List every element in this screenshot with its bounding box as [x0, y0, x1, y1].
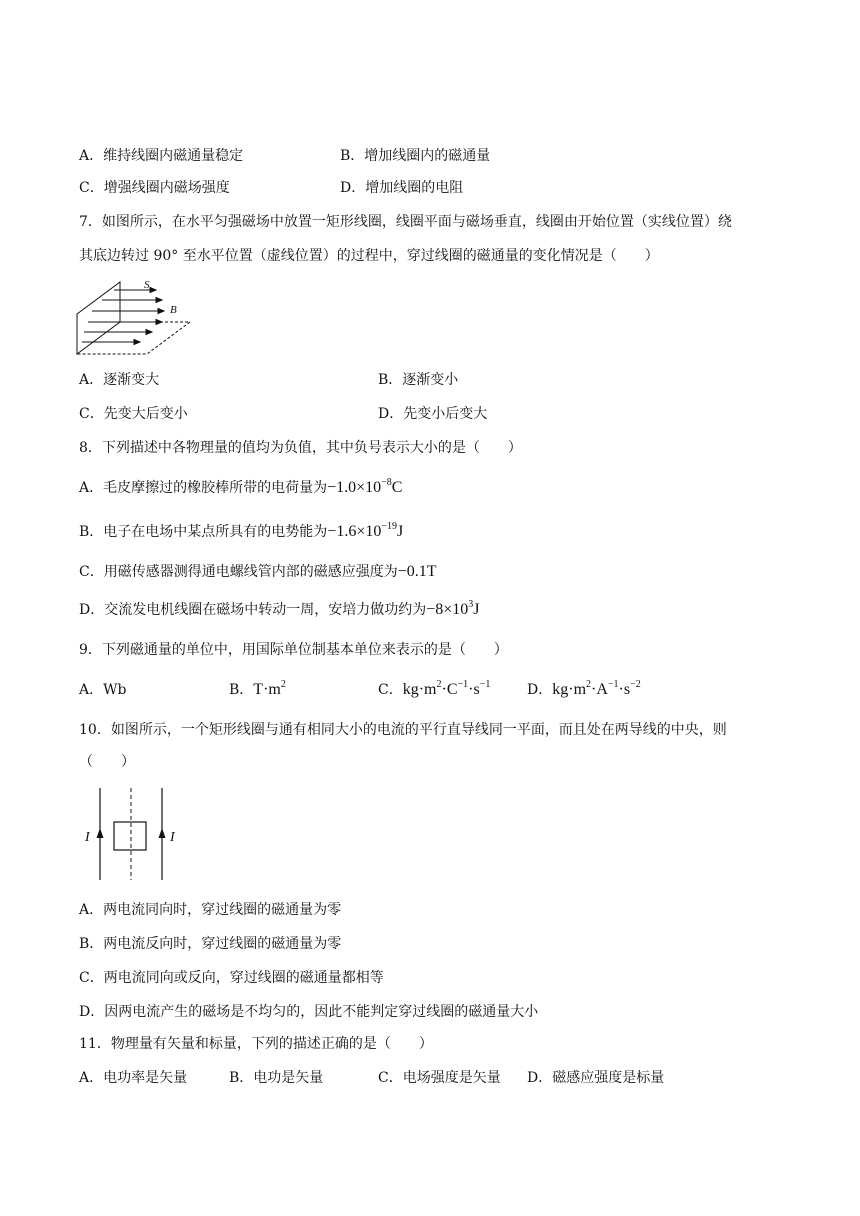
q7-stem-line2: 其底边转过 90° 至水平位置（虚线位置）的过程中，穿过线圈的磁通量的变化情况是（ ）	[79, 248, 659, 264]
q11-option-b: B．电功是矢量	[229, 1070, 324, 1086]
q8-option-c	[79, 562, 437, 582]
q8-option-a-value: −1.0×10	[327, 479, 382, 496]
q10-wires-figure	[82, 786, 188, 882]
q8-option-a-unit: C	[391, 479, 403, 496]
q9-stem: 9．下列磁通量的单位中，用国际单位制基本单位来表示的是（ ）	[79, 642, 508, 658]
q9-option-d-label: D．	[527, 682, 553, 698]
q6-option-d: D．增加线圈的电阻	[340, 180, 464, 196]
q8-option-c-value: −0.1T	[397, 563, 437, 580]
q10-label-i-left: I	[85, 830, 90, 845]
q9-option-c-unit-2: ·C	[441, 681, 458, 698]
q11-stem: 11．物理量有矢量和标量，下列的描述正确的是（ ）	[79, 1036, 433, 1052]
q9-option-c-unit-1: kg·m	[402, 681, 437, 698]
q9-option-a: A．Wb	[79, 682, 127, 698]
q9-option-d-exponent-1: 2	[586, 679, 592, 690]
q8-option-b-exponent: −19	[381, 521, 397, 532]
q8-option-d-exponent: 3	[468, 599, 474, 610]
q9-option-c-label: C．	[378, 682, 403, 698]
q7-option-c: C．先变大后变小	[79, 406, 188, 422]
q10-option-b: B．两电流反向时，穿过线圈的磁通量为零	[79, 936, 342, 952]
q9-option-b-unit: T·m	[253, 681, 281, 698]
q10-option-a: A．两电流同向时，穿过线圈的磁通量为零	[79, 902, 342, 918]
q7-coil-figure	[72, 276, 212, 358]
q8-option-a-text: A．毛皮摩擦过的橡胶棒所带的电荷量为	[79, 480, 328, 496]
q8-option-b-text: B．电子在电场中某点所具有的电势能为	[79, 524, 328, 540]
q9-option-b-label: B．	[229, 682, 254, 698]
q9-option-d	[527, 680, 641, 700]
q7-option-b: B．逐渐变小	[378, 372, 459, 388]
q8-stem: 8．下列描述中各物理量的值均为负值，其中负号表示大小的是（ ）	[79, 440, 522, 456]
q6-option-a: A．维持线圈内磁通量稳定	[79, 148, 244, 164]
q6-option-c: C．增强线圈内磁场强度	[79, 180, 230, 196]
q8-option-a-exponent: −8	[381, 477, 392, 488]
q10-option-c: C．两电流同向或反向，穿过线圈的磁通量都相等	[79, 970, 384, 986]
q8-option-b	[79, 522, 403, 542]
q6-option-b: B．增加线圈内的磁通量	[340, 148, 491, 164]
q10-stem-line1: 10．如图所示，一个矩形线圈与通有相同大小的电流的平行直导线同一平面，而且处在两导线的中央，则	[79, 722, 727, 738]
q9-option-d-exponent-3: −2	[630, 679, 641, 690]
q8-option-c-text: C．用磁传感器测得通电螺线管内部的磁感应强度为	[79, 564, 398, 580]
q9-option-d-unit-2: ·A	[591, 681, 608, 698]
q9-option-b-exponent: 2	[280, 679, 286, 690]
q8-option-b-value: −1.6×10	[327, 523, 382, 540]
q8-option-d-unit: J	[473, 601, 480, 618]
q7-label-s: S	[144, 279, 150, 291]
q9-option-d-exponent-2: −1	[607, 679, 619, 690]
q9-option-d-unit-3: ·s	[618, 681, 631, 698]
q8-option-a	[79, 478, 402, 498]
q11-option-d: D．磁感应强度是标量	[527, 1070, 665, 1086]
q9-option-c	[378, 680, 490, 700]
q10-stem-line2: （ ）	[79, 754, 135, 770]
q9-option-b	[229, 680, 286, 700]
q8-option-d	[79, 600, 480, 620]
q9-option-d-unit-1: kg·m	[552, 681, 587, 698]
q9-option-c-exponent-2: −1	[457, 679, 469, 690]
q7-option-d: D．先变小后变大	[378, 406, 488, 422]
q9-option-c-unit-3: ·s	[468, 681, 480, 698]
q10-label-i-right: I	[170, 830, 175, 845]
q11-option-a: A．电功率是矢量	[79, 1070, 188, 1086]
q8-option-d-text: D．交流发电机线圈在磁场中转动一周，安培力做功约为	[79, 602, 427, 618]
q7-label-b: B	[170, 304, 177, 316]
q10-option-d: D．因两电流产生的磁场是不均匀的，因此不能判定穿过线圈的磁通量大小	[79, 1004, 539, 1020]
q9-option-c-exponent-3: −1	[479, 679, 491, 690]
q11-option-c: C．电场强度是矢量	[378, 1070, 501, 1086]
q7-option-a: A．逐渐变大	[79, 372, 160, 388]
q8-option-d-value: −8×10	[426, 601, 469, 618]
q7-stem-line1: 7．如图所示，在水平匀强磁场中放置一矩形线圈，线圈平面与磁场垂直，线圈由开始位置（实线位置）绕	[79, 214, 732, 230]
q9-option-c-exponent-1: 2	[436, 679, 442, 690]
q8-option-b-unit: J	[396, 523, 404, 540]
